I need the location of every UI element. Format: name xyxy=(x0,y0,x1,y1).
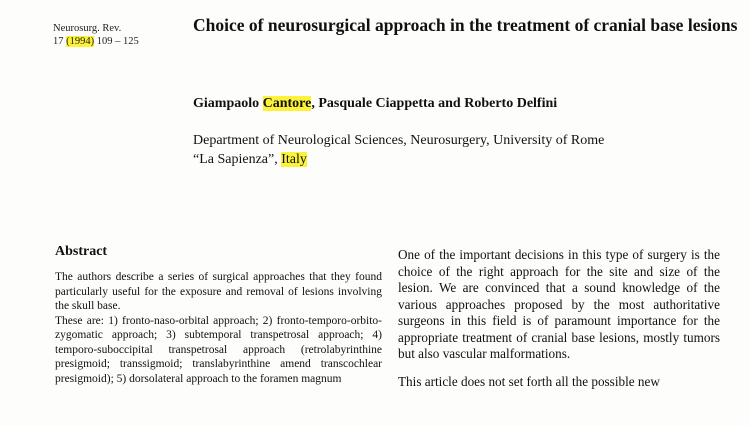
abstract-paragraph-1: The authors describe a series of surgical approaches that they found particularly useful for the exposure and removal of lesions involving the skull base. xyxy=(55,271,382,312)
body-paragraph-2: This article does not set forth all the possible new xyxy=(398,373,660,389)
affiliation-institution: “La Sapienza”, xyxy=(193,152,278,167)
body-paragraph-1: One of the important decisions in this type of surgery is the choice of the right approach for the site and size of the lesion. We are convinced that a sound knowledge of the various approaches proposed by the most authoritative surgeons in this field is of paramount importance for the appropriate treatment of cranial base lesions, mostly tumors but also vascular malformations. xyxy=(398,247,720,361)
author-list xyxy=(193,96,557,112)
affiliation-country-highlighted: Italy xyxy=(281,152,307,167)
abstract-heading: Abstract xyxy=(55,244,108,259)
first-author-surname-highlighted: Cantore xyxy=(262,96,312,111)
volume-year-pages xyxy=(53,35,139,48)
affiliation-line-1: Department of Neurological Sciences, Neurosurgery, University of Rome xyxy=(193,133,605,148)
abstract-paragraph-2: These are: 1) fronto-naso-orbital approach; 2) fronto-temporo-orbito-zygomatic approach; 3) subtemporal transpetrosal approach; 4) temporo-suboccipital transpetrosal approach (retrolabyrinthine presigmoid; transsigmoid; translabyrinthine amend transcochlear presigmoid); 5) dorsolateral approach to the foramen magnum xyxy=(55,314,382,385)
paper-title: Choice of neurosurgical approach in the treatment of cranial base lesions xyxy=(193,15,738,35)
body-text-column xyxy=(398,247,720,390)
volume: 17 xyxy=(53,36,64,47)
journal-name: Neurosurg. Rev. xyxy=(53,23,122,34)
citation-header xyxy=(53,22,139,48)
pages: 109 – 125 xyxy=(96,36,139,47)
affiliation xyxy=(193,131,604,169)
year-highlighted: (1994) xyxy=(66,36,95,47)
abstract-body xyxy=(55,270,382,386)
affiliation-line-2 xyxy=(193,150,604,169)
first-author-given: Giampaolo xyxy=(193,96,260,111)
other-authors: , Pasquale Ciappetta and Roberto Delfini xyxy=(311,96,558,111)
